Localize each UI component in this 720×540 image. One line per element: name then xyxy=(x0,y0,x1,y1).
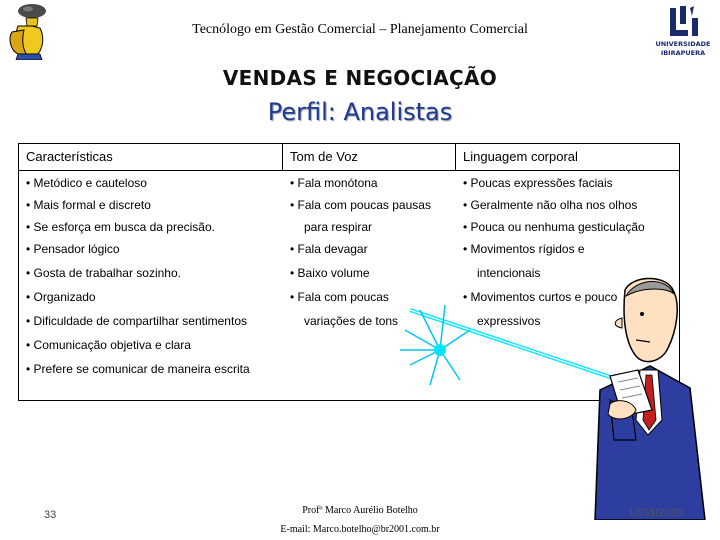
header-caracteristicas: Características xyxy=(26,149,113,164)
table-col-divider-1 xyxy=(282,143,283,170)
table-cell: • Pouca ou nenhuma gesticulação xyxy=(463,219,645,235)
table-cell: • Movimentos rígidos e xyxy=(463,241,585,257)
table-cell: • Poucas expressões faciais xyxy=(463,175,613,191)
header-tom-de-voz: Tom de Voz xyxy=(290,149,358,164)
footer-date: 10/31/2020 xyxy=(628,507,684,519)
footer-author: Profº Marco Aurélio Botelho xyxy=(302,505,418,516)
university-logo-icon xyxy=(648,4,718,40)
table-cell: • Fala devagar xyxy=(290,241,368,257)
table-cell: intencionais xyxy=(477,266,541,280)
header-title: Tecnólogo em Gestão Comercial – Planejamento Comercial xyxy=(192,22,528,37)
table-cell: • Organizado xyxy=(26,289,96,305)
table-cell: • Fala com poucas pausas xyxy=(290,197,431,213)
table-header-divider xyxy=(18,170,680,171)
footer-email: E-mail: Marco.botelho@br2001.com.br xyxy=(280,524,440,535)
table-cell: • Metódico e cauteloso xyxy=(26,175,147,191)
table-cell: • Fala monótona xyxy=(290,175,378,191)
table-top-border xyxy=(18,143,680,144)
table-cell: • Gosta de trabalhar sozinho. xyxy=(26,265,181,281)
table-cell: • Geralmente não olha nos olhos xyxy=(463,197,637,213)
university-logo xyxy=(648,4,718,60)
header-linguagem-corporal: Linguagem corporal xyxy=(463,149,578,164)
table-col-divider-2 xyxy=(455,143,456,170)
table-cell: • Fala com poucas xyxy=(290,289,389,305)
slide-subtitle: Perfil: Analistas xyxy=(267,98,453,126)
table-cell: • Se esforça em busca da precisão. xyxy=(26,219,215,235)
table-cell: • Mais formal e discreto xyxy=(26,197,151,213)
table-cell: • Baixo volume xyxy=(290,265,370,281)
table-cell: expressivos xyxy=(477,314,541,328)
table-cell: para respirar xyxy=(304,220,373,234)
table-cell: variações de tons xyxy=(304,314,399,328)
table-cell: • Movimentos curtos e pouco xyxy=(463,289,617,305)
slide-title: VENDAS E NEGOCIAÇÃO xyxy=(222,66,498,90)
table-cell: • Dificuldade de compartilhar sentimentos xyxy=(26,313,247,329)
table-cell: • Pensador lógico xyxy=(26,241,120,257)
university-name-line2: IBIRAPUERA xyxy=(660,49,706,57)
university-name-line1: UNIVERSIDADE xyxy=(655,40,711,48)
page-number: 33 xyxy=(44,509,57,521)
table-cell: • Comunicação objetiva e clara xyxy=(26,337,191,353)
table-cell: • Prefere se comunicar de maneira escrita xyxy=(26,361,250,377)
man-holding-paper-icon xyxy=(400,270,710,520)
